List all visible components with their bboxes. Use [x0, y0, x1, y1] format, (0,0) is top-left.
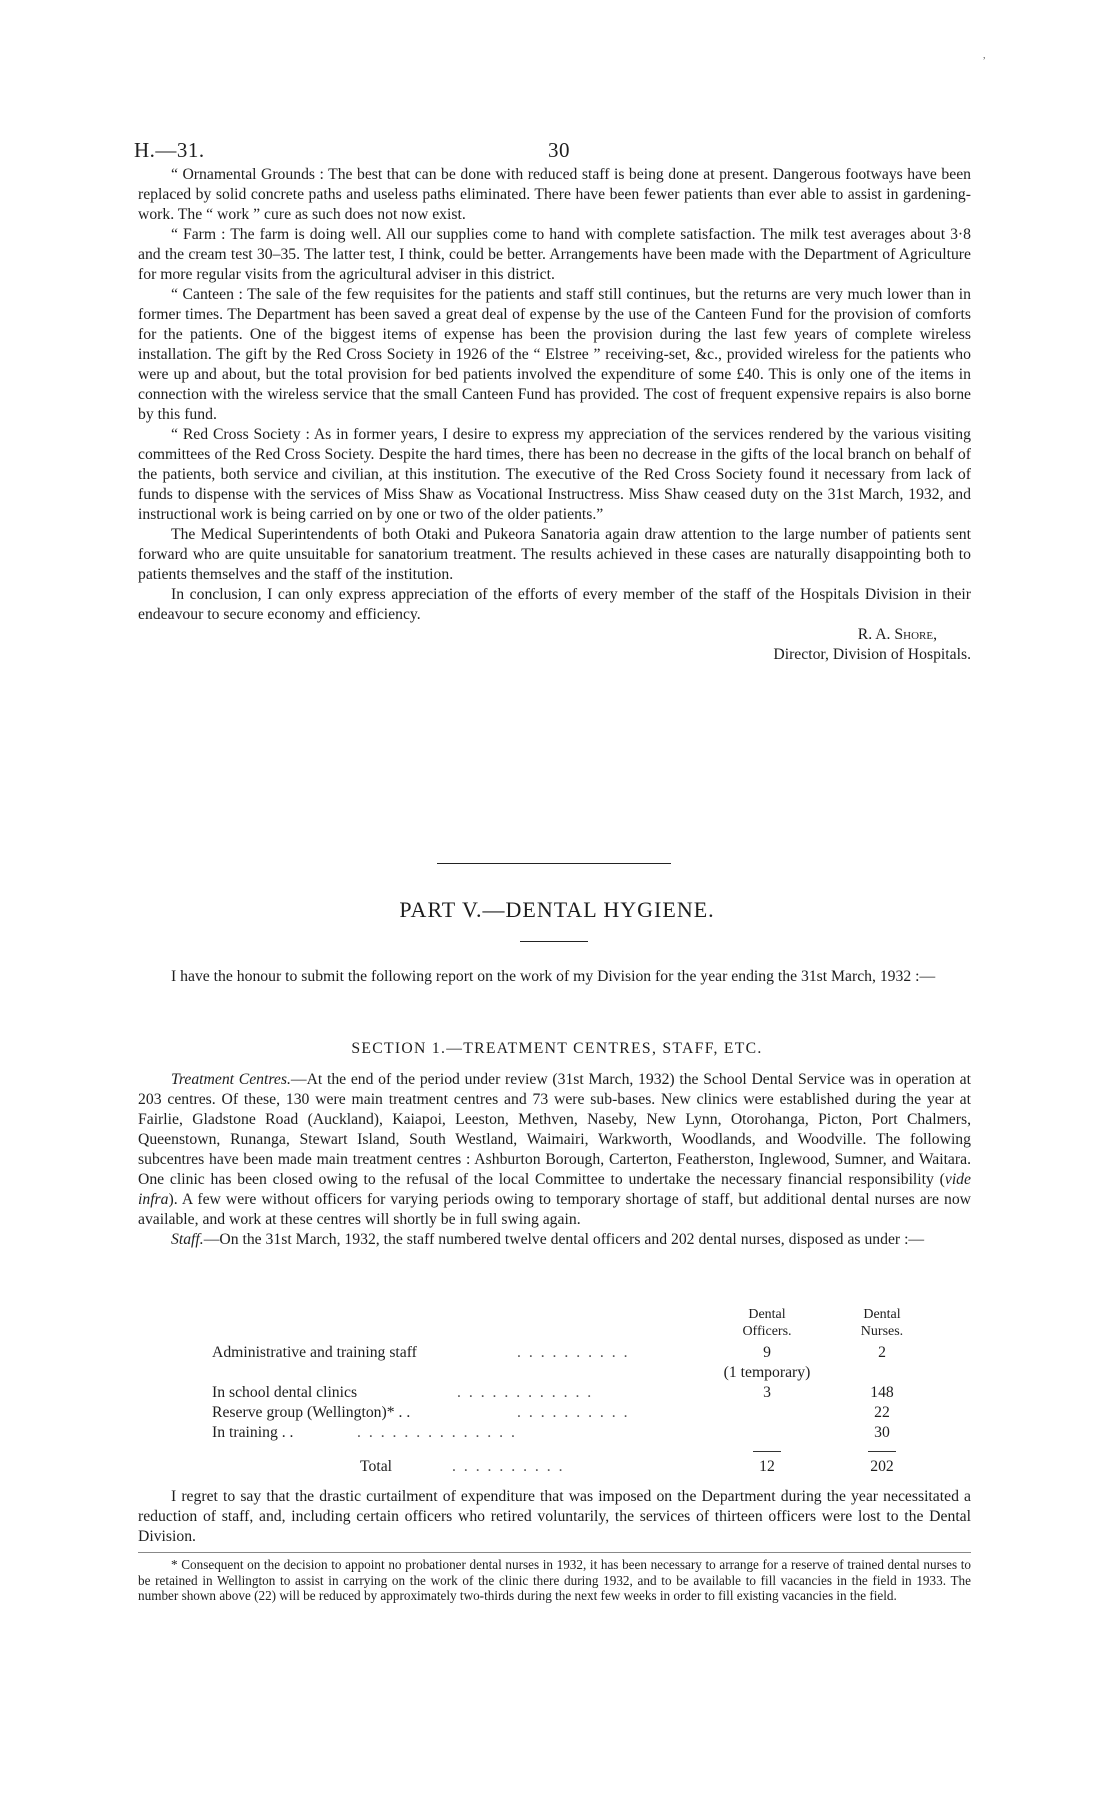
footnote: * Consequent on the decision to appoint no probationer dental nurses in 1932, it has been necessary to arrange for a reserve of trained dental nurses to be retained in Wellington to assist in carrying on the work of the clinic there during 1932, and to be available to fill vacancies in the field in 1933. The number shown above (22) will be reduced by approximately two-thirds during the next few weeks in order to fill existing vacancies in the field. — [138, 1557, 971, 1603]
closing-paragraph: I regret to say that the drastic curtailment of expenditure that was imposed on the Department during the year necessitated a reduction of staff, and, including certain officers who retired voluntarily, the services of thirteen officers were lost to the Dental Division. — [138, 1488, 971, 1545]
footnote-rule — [138, 1552, 971, 1553]
staff-heading: Staff. — [171, 1231, 204, 1248]
signature-name: R. A. Shore, — [857, 626, 937, 643]
paragraph-canteen: “ Canteen : The sale of the few requisites for the patients and staff still continues, but the returns are very much lower than in former times. The Department has been saved a great deal of expense by the use of the Canteen Fund for the provision of comforts for the patients. One of the biggest items of expense has been the provision during the last few years of complete wireless installation. The gift by the Red Cross Society in 1926 of the “ Elstree ” receiving-set, &c., provided wireless for the patients who were up and about, but the total provision for bed patients involved the expenditure of some £40. This is only one of the items in connection with the wireless service that the small Canteen Fund has provided. The cost of frequent expensive repairs is also borne by this fund. — [138, 286, 971, 423]
hospitals-report-body — [138, 165, 971, 665]
total-rules — [212, 1444, 952, 1458]
paragraph-farm: “ Farm : The farm is doing well. All our supplies come to hand with complete satisfaction. The milk test averages about 3·8 and the cream test 30–35. The latter test, I think, could be better. Arrangements have been made with the Department of Agriculture for more regular visits from the agricultural adviser in this district. — [138, 226, 971, 283]
table-row: In school dental clinics . . . . . . . . . . . . 3 148 — [212, 1384, 894, 1401]
table-row: (1 temporary) — [723, 1364, 811, 1381]
header-dental-officers: Dental Officers. — [742, 1307, 792, 1339]
document-reference: H.—31. — [134, 138, 205, 162]
table-row: Administrative and training staff . . . . . . . . . . 9 2 — [212, 1344, 886, 1361]
signature-title: Director, Division of Hospitals. — [773, 646, 971, 663]
section-title: SECTION 1.—TREATMENT CENTRES, STAFF, ETC. — [351, 1040, 763, 1057]
paragraph-red-cross: “ Red Cross Society : As in former years, I desire to express my appreciation of the services rendered by the various visiting committees of the Red Cross Society. Despite the hard times, there has been no decrease in the gifts of the local branch on behalf of the patients, both service and civilian, at this institution. The executive of the Red Cross Society found it necessary from lack of funds to dispense with the services of Miss Shaw as Vocational Instructress. Miss Shaw ceased duty on the 31st March, 1932, and instructional work is being carried on by one or two of the older patients.” — [138, 426, 971, 523]
intro-paragraph: I have the honour to submit the following report on the work of my Division for the year ending the 31st March, 1932 :— — [171, 968, 936, 985]
closing-section — [138, 1487, 971, 1547]
staff-table — [212, 1306, 952, 1478]
paragraph-ornamental-grounds: “ Ornamental Grounds : The best that can be done with reduced staff is being done at present. Dangerous footways have been replaced by solid concrete paths and useless paths eliminated. There have been fewer patients than ever able to assist in gardening-work. The “ work ” cure as such does not now exist. — [138, 166, 971, 223]
staff-paragraph: Staff.—On the 31st March, 1932, the staff numbered twelve dental officers and 202 dental nurses, disposed as under :— — [171, 1231, 925, 1248]
part-title: PART V.—DENTAL HYGIENE. — [399, 897, 715, 922]
paragraph-sanatoria: The Medical Superintendents of both Otaki and Pukeora Sanatoria again draw attention to the large number of patients sent forward who are quite unsuitable for sanatorium treatment. The results achieved in these cases are naturally disappointing both to patients themselves and the staff of the institution. — [138, 526, 971, 583]
corner-mark: , — [983, 50, 986, 61]
paragraph-conclusion: In conclusion, I can only express appreciation of the efforts of every member of the staff of the Hospitals Division in their endeavour to secure economy and efficiency. — [138, 586, 971, 623]
signature-block — [138, 625, 971, 665]
page-number: 30 — [548, 138, 570, 162]
treatment-centres-heading: Treatment Centres. — [171, 1071, 291, 1088]
footnote-section — [138, 1557, 971, 1604]
dental-intro — [138, 967, 971, 987]
title-underline — [520, 941, 588, 942]
table-header — [212, 1306, 952, 1344]
table-row: Reserve group (Wellington)* . . . . . . . . . . . . 22 — [212, 1404, 890, 1421]
table-row: In training . . . . . . . . . . . . . . . . 30 — [212, 1424, 890, 1441]
header-dental-nurses: Dental Nurses. — [860, 1307, 904, 1339]
table-total-row: Total . . . . . . . . . . 12 202 — [360, 1458, 894, 1475]
total-rule-officers — [753, 1451, 781, 1452]
treatment-centres-paragraph: Treatment Centres.—At the end of the period under review (31st March, 1932) the School Dental Service was in operation at 203 centres. Of these, 130 were main treatment centres and 73 were sub-bases. New clinics were established during the year at Fairlie, Gladstone Road (Auckland), Kaiapoi, Leeston, Methven, Naseby, New Lynn, Otorohanga, Picton, Port Chalmers, Queenstown, Runanga, Stewart Island, South Westland, Waimairi, Warkworth, Woodlands, and Woodville. The following subcentres have been made main treatment centres : Ashburton Borough, Carterton, Featherston, Inglewood, Sumner, and Waitara. One clinic has been closed owing to the refusal of the local Committee to undertake the necessary financial responsibility (vide infra). A few were without officers for varying periods owing to temporary shortage of staff, but additional dental nurses are now available, and work at these centres will shortly be in full swing again. — [138, 1071, 971, 1228]
treatment-centres-section — [138, 1070, 971, 1250]
total-rule-nurses — [868, 1451, 896, 1452]
section-divider — [437, 863, 671, 864]
